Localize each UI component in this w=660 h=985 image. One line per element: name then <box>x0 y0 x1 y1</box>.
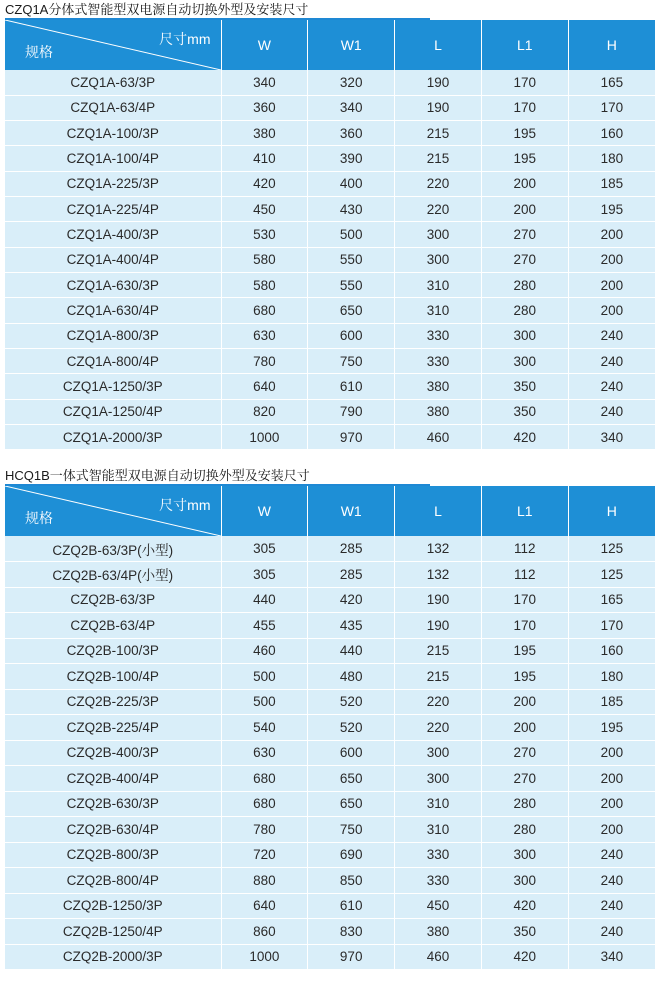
h-cell: 200 <box>568 247 655 272</box>
l-cell: 330 <box>395 868 482 894</box>
w1-cell: 610 <box>308 374 395 399</box>
hcq1b-dimension-section <box>5 466 655 970</box>
l-cell: 190 <box>395 95 482 120</box>
table-row <box>5 944 655 970</box>
l-cell: 310 <box>395 791 482 817</box>
w-cell: 630 <box>221 323 308 348</box>
l-cell: 215 <box>395 146 482 171</box>
spec-cell: CZQ2B-100/3P <box>5 638 221 664</box>
l1-cell: 170 <box>481 70 568 95</box>
l1-cell: 112 <box>481 536 568 562</box>
l1-cell: 420 <box>481 425 568 450</box>
spec-cell: CZQ1A-630/4P <box>5 298 221 323</box>
h-cell: 240 <box>568 323 655 348</box>
w-cell: 780 <box>221 349 308 374</box>
h-cell: 240 <box>568 868 655 894</box>
l-cell: 220 <box>395 171 482 196</box>
w-cell: 580 <box>221 273 308 298</box>
table-row <box>5 121 655 146</box>
spec-cell: CZQ1A-63/3P <box>5 70 221 95</box>
w-cell: 720 <box>221 842 308 868</box>
table-row <box>5 740 655 766</box>
w-cell: 780 <box>221 817 308 843</box>
spec-cell: CZQ1A-400/4P <box>5 247 221 272</box>
h-cell: 160 <box>568 121 655 146</box>
h-cell: 180 <box>568 146 655 171</box>
column-header-h: H <box>568 20 655 70</box>
l1-cell: 170 <box>481 613 568 639</box>
table-row <box>5 919 655 945</box>
w1-cell: 360 <box>308 121 395 146</box>
spec-cell: CZQ1A-400/3P <box>5 222 221 247</box>
l-cell: 380 <box>395 374 482 399</box>
spec-cell: CZQ1A-800/3P <box>5 323 221 348</box>
spec-cell: CZQ2B-630/4P <box>5 817 221 843</box>
l1-cell: 420 <box>481 893 568 919</box>
w1-cell: 750 <box>308 817 395 843</box>
w1-cell: 390 <box>308 146 395 171</box>
l1-cell: 350 <box>481 374 568 399</box>
h-cell: 200 <box>568 766 655 792</box>
w1-cell: 970 <box>308 944 395 970</box>
l1-cell: 270 <box>481 740 568 766</box>
w1-cell: 520 <box>308 715 395 741</box>
h-cell: 185 <box>568 689 655 715</box>
column-header-w: W <box>221 486 308 536</box>
h-cell: 240 <box>568 893 655 919</box>
w-cell: 630 <box>221 740 308 766</box>
l-cell: 460 <box>395 425 482 450</box>
table-row <box>5 893 655 919</box>
w-cell: 1000 <box>221 944 308 970</box>
table-row <box>5 349 655 374</box>
section-title: HCQ1B一体式智能型双电源自动切换外型及安装尺寸 <box>5 468 310 483</box>
l-cell: 190 <box>395 613 482 639</box>
l1-cell: 170 <box>481 587 568 613</box>
spec-cell: CZQ2B-2000/3P <box>5 944 221 970</box>
w-cell: 420 <box>221 171 308 196</box>
w-cell: 680 <box>221 791 308 817</box>
corner-header-cell <box>5 486 221 536</box>
w-cell: 410 <box>221 146 308 171</box>
l-cell: 380 <box>395 919 482 945</box>
corner-spec-label: 规格 <box>25 510 53 526</box>
w1-cell: 520 <box>308 689 395 715</box>
table-row <box>5 70 655 95</box>
table-row <box>5 766 655 792</box>
w-cell: 860 <box>221 919 308 945</box>
h-cell: 340 <box>568 425 655 450</box>
table-row <box>5 715 655 741</box>
column-header-l: L <box>395 20 482 70</box>
l1-cell: 200 <box>481 715 568 741</box>
spec-cell: CZQ1A-225/3P <box>5 171 221 196</box>
table-row <box>5 638 655 664</box>
table-row <box>5 587 655 613</box>
w1-cell: 420 <box>308 587 395 613</box>
h-cell: 125 <box>568 536 655 562</box>
l-cell: 380 <box>395 399 482 424</box>
h-cell: 240 <box>568 919 655 945</box>
table-row <box>5 689 655 715</box>
l-cell: 330 <box>395 349 482 374</box>
spec-cell: CZQ1A-100/4P <box>5 146 221 171</box>
w1-cell: 790 <box>308 399 395 424</box>
w1-cell: 830 <box>308 919 395 945</box>
w1-cell: 650 <box>308 298 395 323</box>
section-title-bar <box>5 466 655 486</box>
h-cell: 200 <box>568 791 655 817</box>
w1-cell: 320 <box>308 70 395 95</box>
table-row <box>5 842 655 868</box>
w-cell: 500 <box>221 689 308 715</box>
l1-cell: 195 <box>481 121 568 146</box>
w1-cell: 500 <box>308 222 395 247</box>
table-row <box>5 374 655 399</box>
table-row <box>5 425 655 450</box>
w-cell: 540 <box>221 715 308 741</box>
w-cell: 530 <box>221 222 308 247</box>
h-cell: 240 <box>568 399 655 424</box>
w-cell: 305 <box>221 562 308 588</box>
h-cell: 165 <box>568 587 655 613</box>
h-cell: 200 <box>568 222 655 247</box>
w-cell: 880 <box>221 868 308 894</box>
l1-cell: 195 <box>481 146 568 171</box>
w-cell: 640 <box>221 893 308 919</box>
l-cell: 220 <box>395 715 482 741</box>
corner-spec-label: 规格 <box>25 44 53 60</box>
table-row <box>5 298 655 323</box>
w-cell: 680 <box>221 766 308 792</box>
h-cell: 170 <box>568 95 655 120</box>
dimension-table <box>5 20 655 450</box>
l-cell: 132 <box>395 536 482 562</box>
h-cell: 200 <box>568 740 655 766</box>
l1-cell: 195 <box>481 664 568 690</box>
l1-cell: 170 <box>481 95 568 120</box>
w-cell: 460 <box>221 638 308 664</box>
l1-cell: 280 <box>481 298 568 323</box>
h-cell: 200 <box>568 298 655 323</box>
dimension-table <box>5 486 655 970</box>
w1-cell: 285 <box>308 562 395 588</box>
w1-cell: 480 <box>308 664 395 690</box>
l-cell: 220 <box>395 689 482 715</box>
l-cell: 310 <box>395 298 482 323</box>
corner-unit-label: 尺寸mm <box>159 31 211 47</box>
column-header-l1: L1 <box>481 486 568 536</box>
w1-cell: 600 <box>308 740 395 766</box>
section-title: CZQ1A分体式智能型双电源自动切换外型及安装尺寸 <box>5 2 309 17</box>
l-cell: 330 <box>395 842 482 868</box>
column-header-w: W <box>221 20 308 70</box>
table-row <box>5 817 655 843</box>
table-row <box>5 323 655 348</box>
column-header-w1: W1 <box>308 20 395 70</box>
l1-cell: 350 <box>481 399 568 424</box>
w1-cell: 440 <box>308 638 395 664</box>
table-row <box>5 222 655 247</box>
w-cell: 440 <box>221 587 308 613</box>
l1-cell: 195 <box>481 638 568 664</box>
table-row <box>5 613 655 639</box>
column-header-h: H <box>568 486 655 536</box>
h-cell: 200 <box>568 273 655 298</box>
l1-cell: 270 <box>481 766 568 792</box>
table-row <box>5 868 655 894</box>
w1-cell: 850 <box>308 868 395 894</box>
h-cell: 195 <box>568 197 655 222</box>
table-row <box>5 273 655 298</box>
spec-cell: CZQ1A-100/3P <box>5 121 221 146</box>
w1-cell: 610 <box>308 893 395 919</box>
spec-cell: CZQ1A-1250/4P <box>5 399 221 424</box>
w-cell: 820 <box>221 399 308 424</box>
h-cell: 165 <box>568 70 655 95</box>
w-cell: 305 <box>221 536 308 562</box>
l1-cell: 300 <box>481 349 568 374</box>
l1-cell: 300 <box>481 842 568 868</box>
h-cell: 240 <box>568 349 655 374</box>
w1-cell: 340 <box>308 95 395 120</box>
column-header-w1: W1 <box>308 486 395 536</box>
w1-cell: 650 <box>308 791 395 817</box>
h-cell: 180 <box>568 664 655 690</box>
h-cell: 170 <box>568 613 655 639</box>
table-row <box>5 146 655 171</box>
spec-cell: CZQ2B-100/4P <box>5 664 221 690</box>
spec-cell: CZQ2B-1250/3P <box>5 893 221 919</box>
w1-cell: 435 <box>308 613 395 639</box>
w-cell: 580 <box>221 247 308 272</box>
w1-cell: 550 <box>308 273 395 298</box>
spec-cell: CZQ1A-630/3P <box>5 273 221 298</box>
table-row <box>5 95 655 120</box>
table-row <box>5 562 655 588</box>
column-header-l1: L1 <box>481 20 568 70</box>
w-cell: 500 <box>221 664 308 690</box>
spec-cell: CZQ2B-63/3P <box>5 587 221 613</box>
spec-cell: CZQ1A-63/4P <box>5 95 221 120</box>
l1-cell: 280 <box>481 817 568 843</box>
table-row <box>5 247 655 272</box>
l-cell: 300 <box>395 740 482 766</box>
w-cell: 1000 <box>221 425 308 450</box>
h-cell: 125 <box>568 562 655 588</box>
w1-cell: 690 <box>308 842 395 868</box>
h-cell: 200 <box>568 817 655 843</box>
w1-cell: 650 <box>308 766 395 792</box>
table-header-row <box>5 20 655 70</box>
l-cell: 300 <box>395 766 482 792</box>
corner-unit-label: 尺寸mm <box>159 497 211 513</box>
h-cell: 185 <box>568 171 655 196</box>
l-cell: 310 <box>395 273 482 298</box>
l1-cell: 300 <box>481 323 568 348</box>
h-cell: 240 <box>568 842 655 868</box>
table-row <box>5 399 655 424</box>
spec-cell: CZQ2B-63/4P(小型) <box>5 562 221 588</box>
l-cell: 215 <box>395 638 482 664</box>
table-body <box>5 536 655 970</box>
l-cell: 215 <box>395 664 482 690</box>
spec-cell: CZQ2B-1250/4P <box>5 919 221 945</box>
l1-cell: 112 <box>481 562 568 588</box>
l1-cell: 280 <box>481 791 568 817</box>
spec-cell: CZQ2B-800/3P <box>5 842 221 868</box>
l1-cell: 200 <box>481 197 568 222</box>
l1-cell: 270 <box>481 247 568 272</box>
spec-cell: CZQ2B-400/3P <box>5 740 221 766</box>
spec-cell: CZQ2B-400/4P <box>5 766 221 792</box>
table-body <box>5 70 655 450</box>
l1-cell: 350 <box>481 919 568 945</box>
w1-cell: 550 <box>308 247 395 272</box>
w-cell: 340 <box>221 70 308 95</box>
l-cell: 460 <box>395 944 482 970</box>
spec-cell: CZQ2B-630/3P <box>5 791 221 817</box>
l-cell: 215 <box>395 121 482 146</box>
table-row <box>5 171 655 196</box>
w1-cell: 430 <box>308 197 395 222</box>
w1-cell: 600 <box>308 323 395 348</box>
czq1a-dimension-section <box>5 0 655 450</box>
w-cell: 680 <box>221 298 308 323</box>
table-row <box>5 536 655 562</box>
table-header-row <box>5 486 655 536</box>
l-cell: 300 <box>395 247 482 272</box>
h-cell: 240 <box>568 374 655 399</box>
h-cell: 340 <box>568 944 655 970</box>
w-cell: 360 <box>221 95 308 120</box>
l-cell: 310 <box>395 817 482 843</box>
l-cell: 450 <box>395 893 482 919</box>
spec-cell: CZQ1A-1250/3P <box>5 374 221 399</box>
spec-cell: CZQ2B-225/3P <box>5 689 221 715</box>
corner-header-cell <box>5 20 221 70</box>
w-cell: 380 <box>221 121 308 146</box>
table-row <box>5 197 655 222</box>
l1-cell: 200 <box>481 689 568 715</box>
l1-cell: 420 <box>481 944 568 970</box>
spec-cell: CZQ2B-63/4P <box>5 613 221 639</box>
w-cell: 640 <box>221 374 308 399</box>
spec-cell: CZQ2B-225/4P <box>5 715 221 741</box>
spec-cell: CZQ1A-2000/3P <box>5 425 221 450</box>
w1-cell: 970 <box>308 425 395 450</box>
l-cell: 132 <box>395 562 482 588</box>
l1-cell: 200 <box>481 171 568 196</box>
l-cell: 190 <box>395 587 482 613</box>
l-cell: 190 <box>395 70 482 95</box>
table-row <box>5 664 655 690</box>
w1-cell: 400 <box>308 171 395 196</box>
w1-cell: 285 <box>308 536 395 562</box>
section-title-bar <box>5 0 655 20</box>
spec-cell: CZQ2B-800/4P <box>5 868 221 894</box>
spec-cell: CZQ2B-63/3P(小型) <box>5 536 221 562</box>
w-cell: 450 <box>221 197 308 222</box>
w-cell: 455 <box>221 613 308 639</box>
l-cell: 220 <box>395 197 482 222</box>
h-cell: 160 <box>568 638 655 664</box>
l-cell: 330 <box>395 323 482 348</box>
l1-cell: 300 <box>481 868 568 894</box>
l1-cell: 270 <box>481 222 568 247</box>
l1-cell: 280 <box>481 273 568 298</box>
spec-cell: CZQ1A-225/4P <box>5 197 221 222</box>
l-cell: 300 <box>395 222 482 247</box>
h-cell: 195 <box>568 715 655 741</box>
spec-cell: CZQ1A-800/4P <box>5 349 221 374</box>
table-row <box>5 791 655 817</box>
column-header-l: L <box>395 486 482 536</box>
w1-cell: 750 <box>308 349 395 374</box>
